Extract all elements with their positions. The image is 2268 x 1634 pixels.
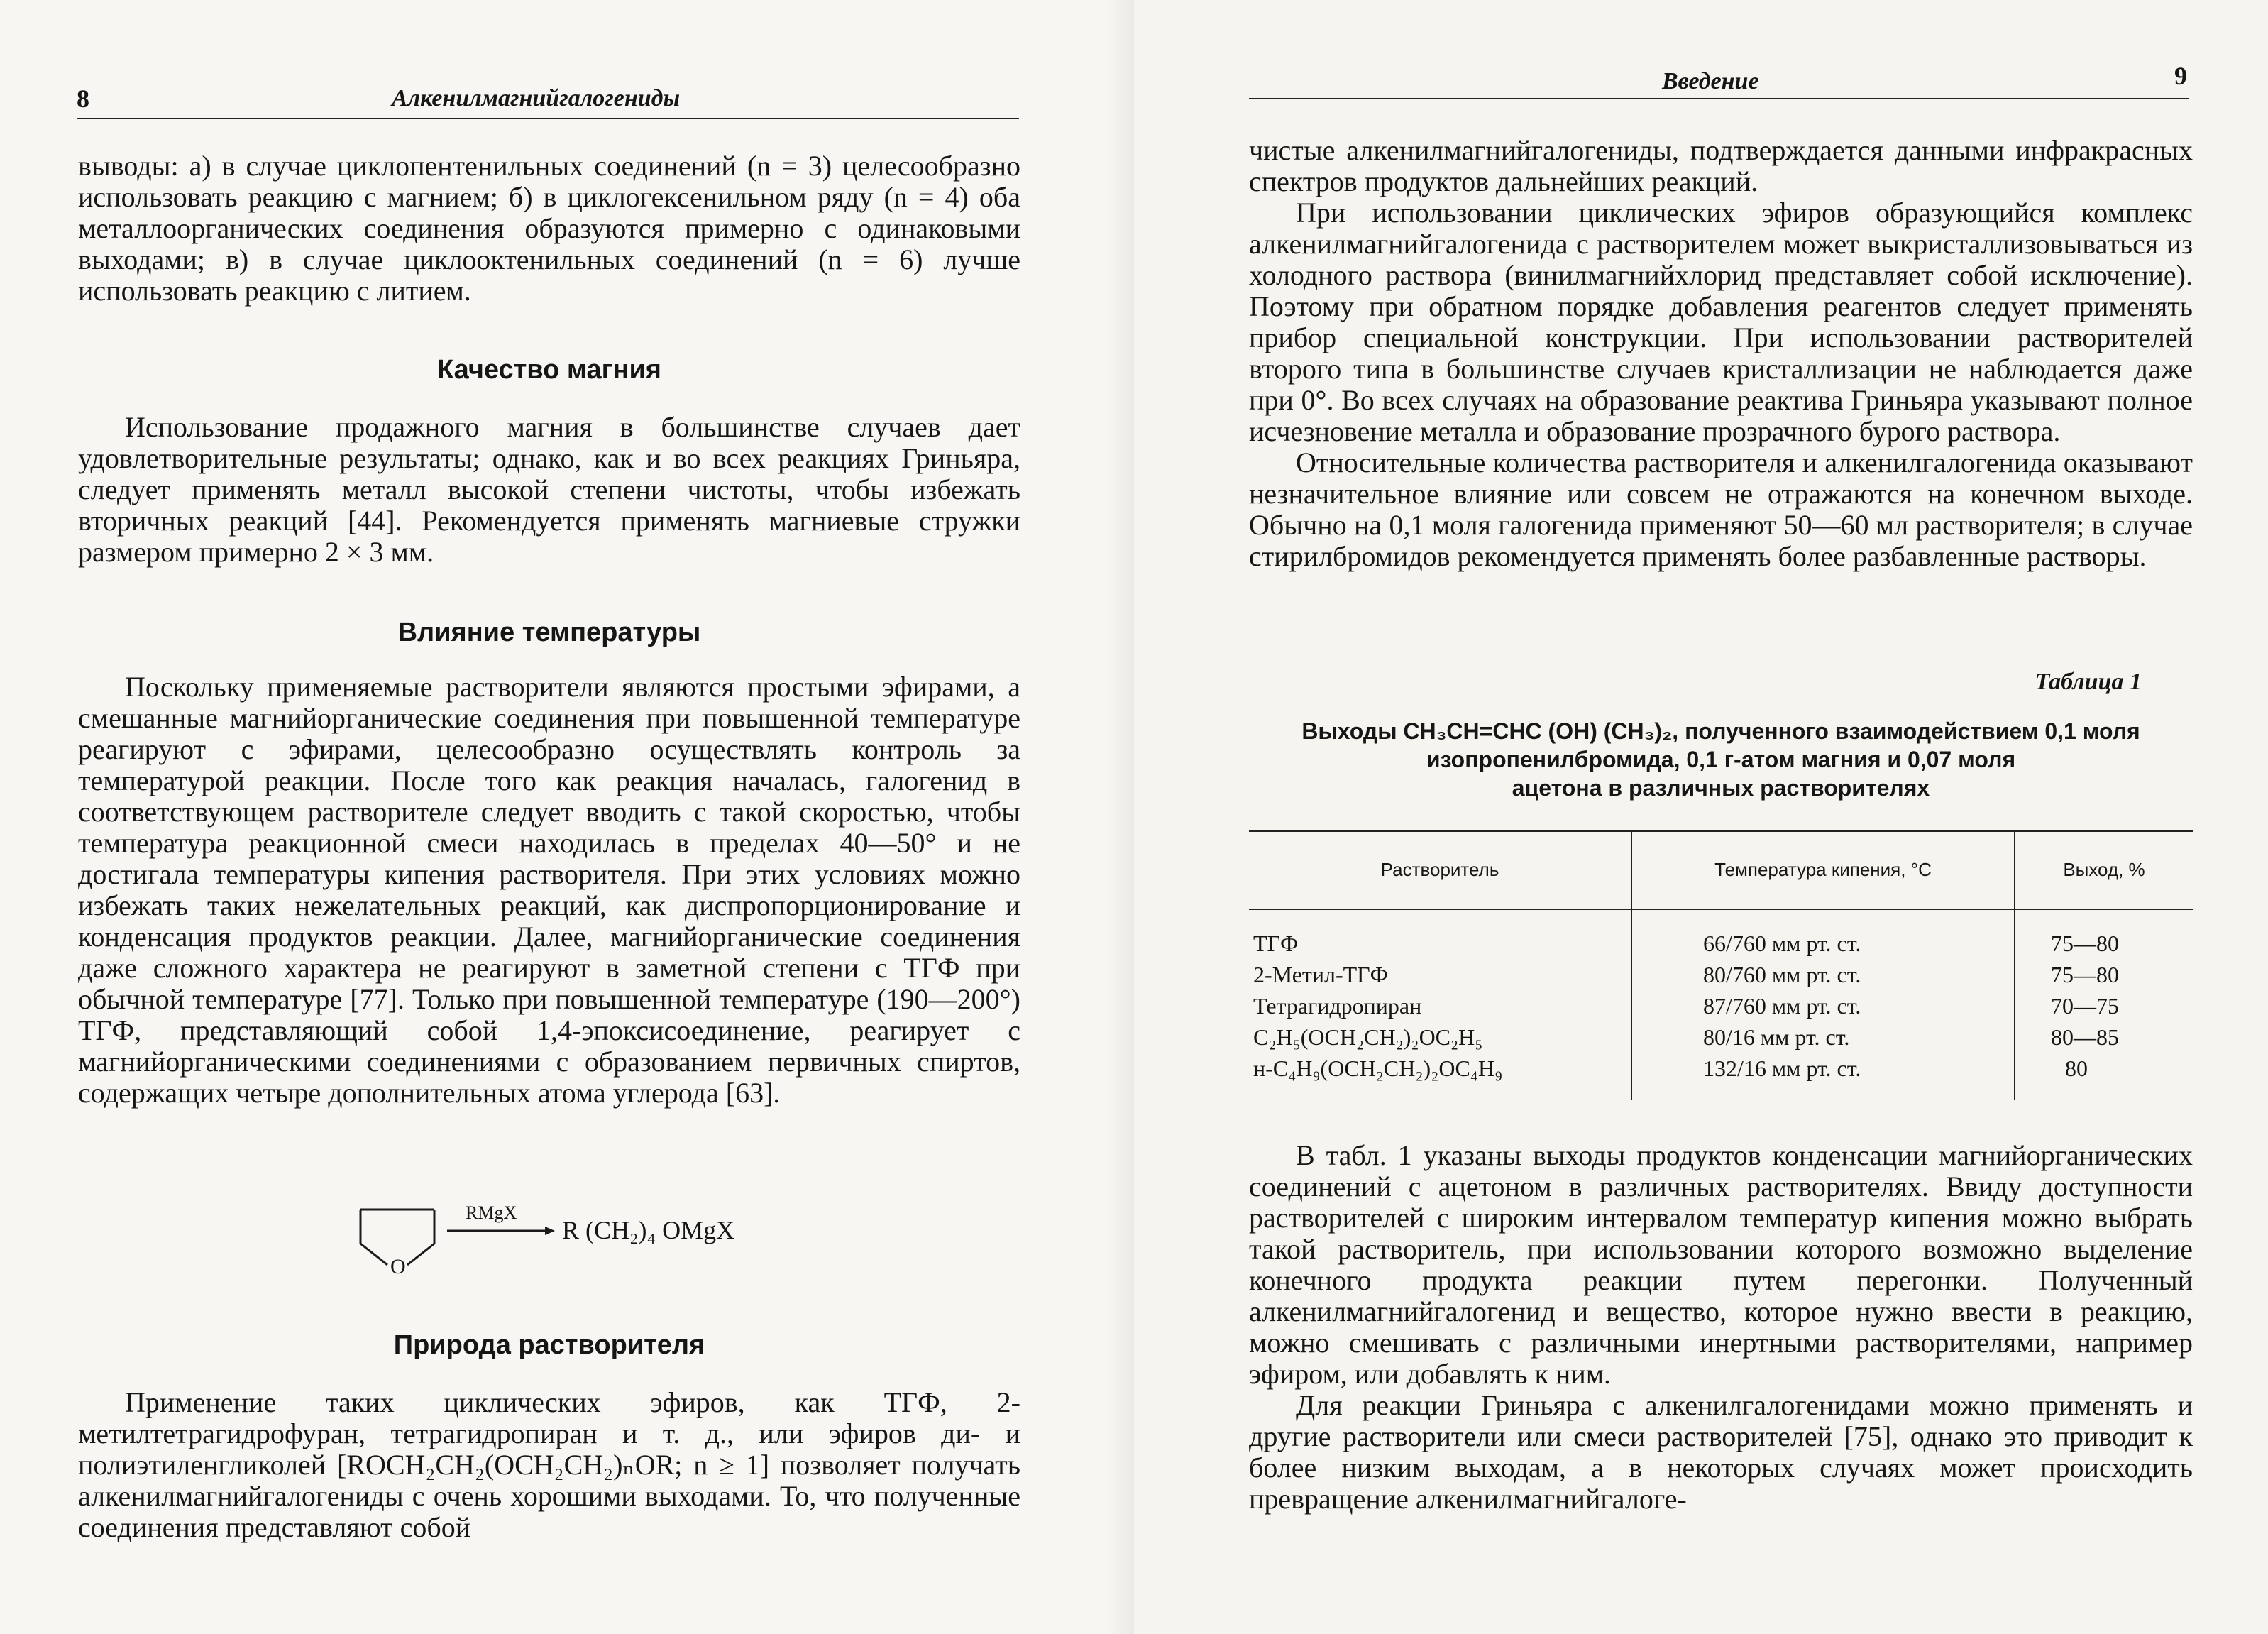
cell-yield: 70—75 xyxy=(2051,993,2119,1019)
cell-solvent: 2-Метил-ТГФ xyxy=(1253,962,1388,987)
cell-solvent: C₂H₅(OCH₂CH₂)₂OC₂H₅ xyxy=(1253,1024,1483,1050)
paragraph-other-solvents: Для реакции Гриньяра с алкенилгалогенидами можно применять и другие растворители или смеси растворителей [75], однако это приводит к более низким выходам, а в некоторых случаях может происходить превращение алкенилмагнийгалоге- xyxy=(1249,1389,2193,1515)
table-header-rule xyxy=(1249,909,2193,910)
table-title-line-2: изопропенилбромида, 0,1 г-атом магния и 0,07 моля xyxy=(1426,747,2016,772)
reagent-label: RMgX xyxy=(466,1202,517,1223)
table-row xyxy=(1249,960,2193,989)
section-title-temperature: Влияние температуры xyxy=(397,618,701,647)
paragraph-cyclic-ethers: При использовании циклических эфиров образующийся комплекс алкенилмагнийгалогенида с растворителем может выкристаллизовываться из холодного раствора (винилмагнийхлорид представляет собой исключение). Поэтому при обратном порядке добавления реагентов следует применять прибор специальной конструкции. При использовании растворителей второго типа в большинстве случаев кристаллизации не наблюдается даже при 0°. Во всех случаях на образование реактива Гриньяра указывают полное исчезновение металла и образование прозрачного бурого раствора. xyxy=(1249,197,2193,447)
column-header-yield: Выход, % xyxy=(2063,859,2145,880)
table-row xyxy=(1249,1053,2193,1083)
reaction-product: R (CH₂)₄ OMgX xyxy=(562,1216,735,1244)
column-header-solvent: Растворитель xyxy=(1380,859,1499,880)
cell-solvent: н-C₄H₉(OCH₂CH₂)₂OC₄H₉ xyxy=(1253,1055,1503,1081)
intro-paragraph: выводы: а) в случае циклопентенильных соединений (n = 3) целесообразно использовать реакцию с магнием; б) в циклогексенильном ряду (n = 4) оба металлоорганических соединения образуются примерно с одинаковыми выходами; в) в случае циклооктенильных соединений (n = 6) лучше использовать реакцию с литием. xyxy=(78,150,1020,307)
table-caption: Таблица 1 xyxy=(2035,669,2142,695)
cell-boiling-point: 80/16 мм рт. ст. xyxy=(1703,1024,1850,1050)
temperature-text xyxy=(78,671,1020,1109)
paragraph-ir-spectra: чистые алкенилмагнийгалогениды, подтверждается данными инфракрасных спектров продуктов дальнейших реакций. xyxy=(1249,134,2193,197)
cell-yield: 80—85 xyxy=(2051,1024,2119,1050)
table-title-line-1: Выходы CH₃CH=CHC (OH) (CH₃)₂, полученного взаимодействием 0,1 моля xyxy=(1301,718,2140,744)
header-rule xyxy=(1249,98,2189,99)
cell-boiling-point: 80/760 мм рт. ст. xyxy=(1703,962,1861,987)
page-number: 9 xyxy=(2174,62,2187,90)
intro-text xyxy=(78,150,1020,307)
right-text-bottom xyxy=(1249,1140,2193,1515)
section-title-magnesium: Качество магния xyxy=(437,355,661,385)
cell-boiling-point: 87/760 мм рт. ст. xyxy=(1703,993,1861,1019)
header-rule xyxy=(77,118,1019,119)
table-row xyxy=(1249,991,2193,1021)
solvent-yield-table xyxy=(1249,823,2193,1107)
paragraph-table-discussion: В табл. 1 указаны выходы продуктов конденсации магнийорганических соединений с ацетоном в различных растворителях. Ввиду доступности растворителей с широким интервалом температур кипения можно выбрать такой растворитель, при использовании которого возможно выделение конечного продукта реакции путем перегонки. Полученный алкенилмагнийгалогенид и вещество, которое нужно ввести в реакцию, можно смешивать с различными инертными растворителями, например эфиром, или добавлять к ним. xyxy=(1249,1139,2193,1390)
magnesium-text xyxy=(78,412,1020,568)
cell-boiling-point: 66/760 мм рт. ст. xyxy=(1703,931,1861,956)
cell-solvent: ТГФ xyxy=(1253,931,1299,956)
cell-solvent: Тетрагидропиран xyxy=(1253,993,1422,1019)
temperature-paragraph: Поскольку применяемые растворители являются простыми эфирами, а смешанные магнийорганические соединения при повышенной температуре реагируют с эфирами, целесообразно осуществлять контроль за температурой реакции. После того как реакция началась, галогенид в соответствующем растворителе следует вводить с такой скоростью, чтобы температура реакционной смеси находилась в пределах 40—50° и не достигала температуры кипения растворителя. При этих условиях можно избежать таких нежелательных реакций, как диспропорционирование и конденсация продуктов реакции. Далее, магнийорганические соединения даже сложного характера не реагируют в заметной степени с ТГФ при обычной температуре [77]. Только при повышенной температуре (190—200°) ТГФ, представляющий собой 1,4-эпоксисоединение, реагирует с магнийорганическими соединениями с образованием первичных спиртов, содержащих четыре дополнительных атома углерода [63]. xyxy=(78,671,1020,1109)
table-row xyxy=(1249,1022,2193,1052)
table-top-rule xyxy=(1249,830,2193,832)
section-title-solvent: Природа растворителя xyxy=(393,1330,705,1360)
page-number: 8 xyxy=(77,84,89,113)
cell-yield: 75—80 xyxy=(2051,931,2119,956)
column-header-boiling-point: Температура кипения, °C xyxy=(1714,859,1932,880)
running-head: Алкенилмагнийгалогениды xyxy=(392,85,681,111)
cell-yield: 80 xyxy=(2065,1055,2088,1081)
cell-yield: 75—80 xyxy=(2051,962,2119,987)
running-head: Введение xyxy=(1662,68,1759,94)
right-text-top xyxy=(1249,135,2193,572)
reaction-equation xyxy=(355,1200,795,1285)
paragraph-relative-amounts: Относительные количества растворителя и алкенилгалогенида оказывают незначительное влияние или совсем не отражаются на конечном выходе. Обычно на 0,1 моля галогенида применяют 50—60 мл растворителя; в случае стирилбромидов рекомендуется применять более разбавленные растворы. xyxy=(1249,446,2193,572)
table-row xyxy=(1249,928,2193,958)
solvent-paragraph: Применение таких циклических эфиров, как ТГФ, 2-метилтетрагидрофуран, тетрагидропиран и т. д., или эфиров ди- и полиэтиленгликолей [ROCH₂CH₂(OCH₂CH₂)ₙOR; n ≥ 1] позволяет получать алкенилмагнийгалогениды с очень хорошими выходами. То, что полученные соединения представляют собой xyxy=(78,1386,1020,1543)
ring-oxygen-label: O xyxy=(390,1255,406,1278)
magnesium-paragraph: Использование продажного магния в большинстве случаев дает удовлетворительные результаты; однако, как и во всех реакциях Гриньяра, следует применять металл высокой степени чистоты, чтобы избежать вторичных реакций [44]. Рекомендуется применять магниевые стружки размером примерно 2 × 3 мм. xyxy=(78,411,1020,568)
solvent-text xyxy=(78,1387,1020,1543)
table-title-line-3: ацетона в различных растворителях xyxy=(1512,775,1930,801)
right-page xyxy=(1134,0,2268,1634)
cell-boiling-point: 132/16 мм рт. ст. xyxy=(1703,1055,1861,1081)
